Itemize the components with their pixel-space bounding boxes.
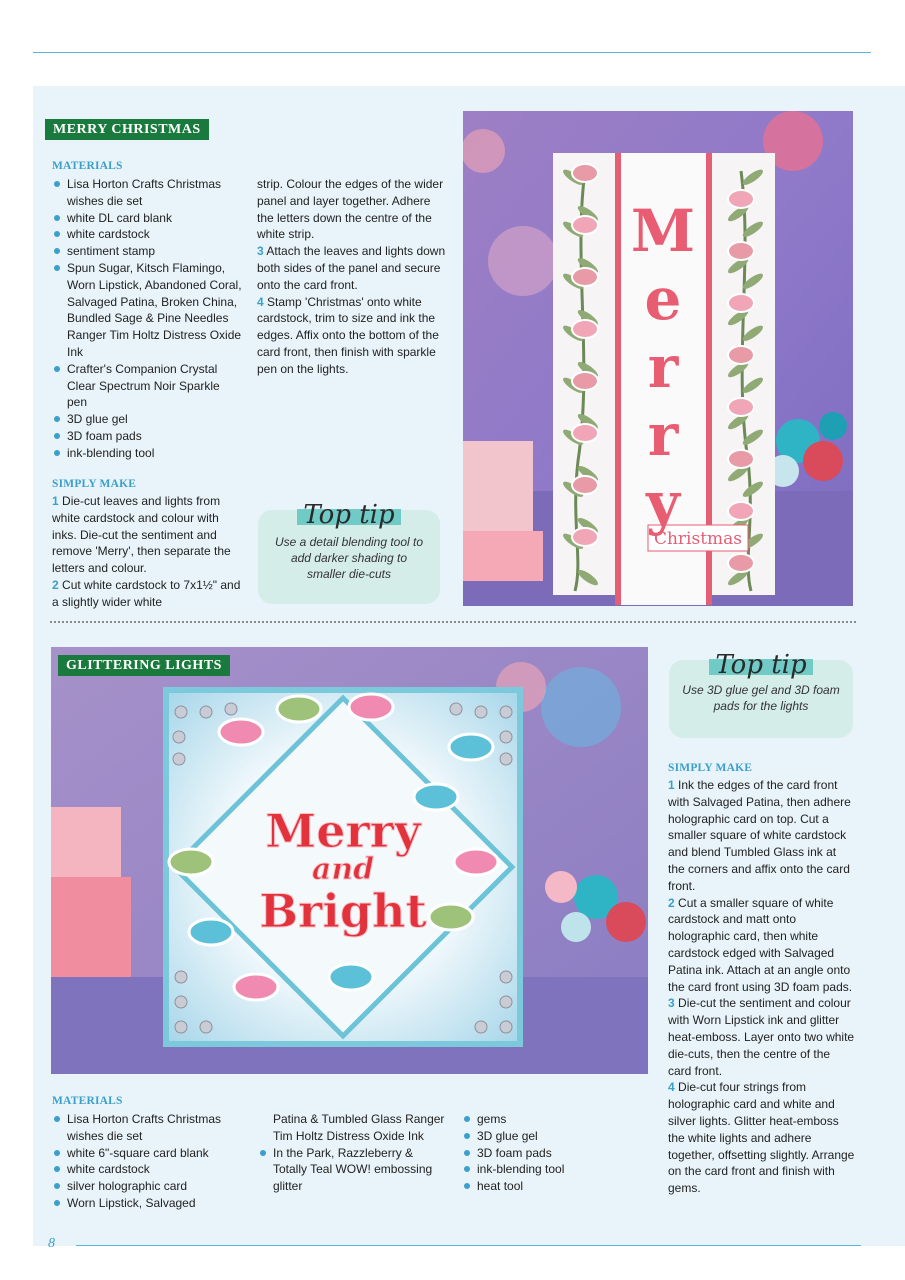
merry-christmas-card-photo bbox=[463, 111, 853, 606]
light-bulb-decoration bbox=[728, 450, 754, 468]
step-paragraph bbox=[257, 294, 447, 378]
glitter-light-decoration bbox=[277, 696, 321, 722]
material-item: white DL card blank bbox=[52, 210, 242, 227]
step-number: 4 bbox=[668, 1080, 675, 1095]
material-item: Lisa Horton Crafts Christmas wishes die set bbox=[52, 1111, 242, 1145]
gem-decoration bbox=[175, 996, 187, 1008]
glitter-light-decoration bbox=[234, 974, 278, 1000]
gem-decoration bbox=[450, 703, 462, 715]
materials-list-col2 bbox=[258, 1111, 448, 1195]
step-paragraph bbox=[668, 995, 856, 1079]
gem-decoration bbox=[173, 753, 185, 765]
and-sentiment: and bbox=[311, 852, 375, 887]
glitter-light-decoration bbox=[449, 734, 493, 760]
merry-sentiment: Merry bbox=[265, 804, 421, 858]
material-item: heat tool bbox=[462, 1178, 652, 1195]
step-number: 1 bbox=[52, 494, 59, 508]
glitter-light-decoration bbox=[189, 919, 233, 945]
material-item: Worn Lipstick, Salvaged bbox=[52, 1195, 242, 1212]
materials-list-col3 bbox=[462, 1111, 652, 1195]
material-item: Lisa Horton Crafts Christmas wishes die set bbox=[52, 176, 242, 210]
light-bulb-decoration bbox=[728, 190, 754, 208]
gem-decoration bbox=[200, 1021, 212, 1033]
step-paragraph bbox=[668, 895, 856, 996]
simply-make-heading: SIMPLY MAKE bbox=[52, 478, 137, 490]
steps-right-column bbox=[257, 176, 447, 378]
gem-decoration bbox=[500, 731, 512, 743]
light-bulb-decoration bbox=[728, 294, 754, 312]
merry-letter: e bbox=[644, 265, 682, 333]
top-tip-text-2: Use 3D glue gel and 3D foam pads for the lights bbox=[682, 683, 840, 713]
top-tip-box bbox=[258, 500, 440, 604]
step-number: 4 bbox=[257, 294, 264, 309]
glitter-light-decoration bbox=[349, 694, 393, 720]
material-item: 3D glue gel bbox=[52, 411, 242, 428]
step-text: Die-cut the sentiment and colour with Worn Lipstick ink and glitter heat-emboss. Layer onto two white die-cuts, then the centre of the card front. bbox=[668, 996, 855, 1078]
gem-decoration bbox=[175, 1021, 187, 1033]
light-bulb-decoration bbox=[572, 528, 598, 546]
materials-list-col1 bbox=[52, 1111, 242, 1212]
step-paragraph bbox=[257, 176, 447, 243]
step-number: 3 bbox=[668, 996, 675, 1011]
materials-heading-2: MATERIALS bbox=[52, 1095, 123, 1107]
card-photo-illustration bbox=[463, 111, 853, 606]
gem-decoration bbox=[175, 706, 187, 718]
bottom-rule bbox=[76, 1245, 861, 1246]
material-item: Patina & Tumbled Glass Ranger Tim Holtz Distress Oxide Ink bbox=[273, 1112, 445, 1143]
glittering-lights-card-photo bbox=[51, 647, 648, 1074]
glitter-light-decoration bbox=[169, 849, 213, 875]
step-text: Die-cut leaves and lights from white cardstock and colour with inks. Die-cut the sentiment and remove 'Merry', then separate the letters and colour. bbox=[52, 494, 231, 576]
merry-letter: r bbox=[647, 333, 679, 401]
gem-decoration bbox=[475, 706, 487, 718]
material-item: In the Park, Razzleberry & Totally Teal WOW! embossing glitter bbox=[258, 1145, 448, 1195]
section-title-glittering-lights: GLITTERING LIGHTS bbox=[58, 655, 230, 676]
light-bulb-decoration bbox=[572, 476, 598, 494]
material-item: white cardstock bbox=[52, 1161, 242, 1178]
glitter-light-decoration bbox=[429, 904, 473, 930]
gem-decoration bbox=[500, 971, 512, 983]
step-paragraph bbox=[668, 777, 856, 895]
section-divider bbox=[50, 621, 856, 623]
gem-decoration bbox=[500, 1021, 512, 1033]
material-item: silver holographic card bbox=[52, 1178, 242, 1195]
step-text: Cut white cardstock to 7x1½" and a slightly wider white bbox=[52, 577, 241, 609]
gem-decoration bbox=[175, 971, 187, 983]
steps-left-column bbox=[52, 493, 242, 611]
step-number: 3 bbox=[257, 244, 264, 259]
light-bulb-decoration bbox=[572, 320, 598, 338]
bright-sentiment: Bright bbox=[259, 884, 427, 938]
light-bulb-decoration bbox=[728, 554, 754, 572]
light-bulb-decoration bbox=[572, 164, 598, 182]
light-bulb-decoration bbox=[728, 242, 754, 260]
material-item: 3D foam pads bbox=[462, 1145, 652, 1162]
material-item: ink-blending tool bbox=[462, 1161, 652, 1178]
glitter-light-decoration bbox=[454, 849, 498, 875]
step-paragraph bbox=[257, 243, 447, 293]
step-text: Stamp 'Christmas' onto white cardstock, trim to size and ink the edges. Affix onto the bottom of the card front, then finish with sparkle pen on the lights. bbox=[257, 294, 439, 376]
step-number: 2 bbox=[668, 895, 675, 910]
materials-list bbox=[52, 176, 242, 462]
gem-decoration bbox=[173, 731, 185, 743]
light-bulb-decoration bbox=[728, 346, 754, 364]
gem-decoration bbox=[500, 753, 512, 765]
step-text: Cut a smaller square of white cardstock and matt onto holographic card, then white cardstock edged with Salvaged Patina ink. Attach at an angle onto the card front using 3D foam pads. bbox=[668, 895, 853, 994]
step-text: Attach the leaves and lights down both sides of the panel and secure onto the card front. bbox=[257, 244, 446, 292]
merry-letter: y bbox=[646, 469, 680, 537]
materials-heading: MATERIALS bbox=[52, 160, 123, 172]
steps-column-2 bbox=[668, 777, 856, 1197]
merry-letter: r bbox=[647, 401, 679, 469]
light-bulb-decoration bbox=[572, 424, 598, 442]
step-text: Ink the edges of the card front with Salvaged Patina, then adhere holographic card on top. Cut a smaller square of white cardstock and blend Tumbled Glass ink at the corners and affix onto the card front. bbox=[668, 778, 851, 893]
top-rule bbox=[33, 52, 871, 53]
light-bulb-decoration bbox=[572, 216, 598, 234]
light-bulb-decoration bbox=[572, 372, 598, 390]
gem-decoration bbox=[475, 1021, 487, 1033]
material-item: white cardstock bbox=[52, 226, 242, 243]
gem-decoration bbox=[225, 703, 237, 715]
step-paragraph bbox=[52, 493, 242, 577]
top-tip-text: Use a detail blending tool to add darker shading to smaller die-cuts bbox=[274, 535, 424, 581]
top-tip-box-2 bbox=[669, 650, 853, 738]
christmas-sentiment-label: Christmas bbox=[653, 529, 743, 549]
glitter-light-decoration bbox=[219, 719, 263, 745]
page-number: 8 bbox=[48, 1236, 55, 1251]
simply-make-heading-2: SIMPLY MAKE bbox=[668, 762, 753, 774]
material-item: ink-blending tool bbox=[52, 445, 242, 462]
section-title-merry-christmas: MERRY CHRISTMAS bbox=[45, 119, 209, 140]
step-text: Die-cut four strings from holographic card and white and silver lights. Glitter heat-emboss the white lights and adhere together, offsetting slightly. Arrange on the card front and finish with gems. bbox=[668, 1080, 855, 1196]
step-number: 1 bbox=[668, 778, 675, 792]
gem-decoration bbox=[500, 706, 512, 718]
light-bulb-decoration bbox=[728, 398, 754, 416]
light-bulb-decoration bbox=[572, 268, 598, 286]
material-item: white 6"-square card blank bbox=[52, 1145, 242, 1162]
glitter-light-decoration bbox=[329, 964, 373, 990]
gem-decoration bbox=[200, 706, 212, 718]
gem-decoration bbox=[500, 996, 512, 1008]
top-tip-title-2: Top tip bbox=[715, 650, 806, 680]
material-item: Spun Sugar, Kitsch Flamingo, Worn Lipstick, Abandoned Coral, Salvaged Patina, Broken China, Bundled Sage & Pine Needles Ranger Tim Holtz Distress Oxide Ink bbox=[52, 260, 242, 361]
material-item: 3D foam pads bbox=[52, 428, 242, 445]
step-number: 2 bbox=[52, 577, 59, 592]
step-paragraph bbox=[52, 577, 242, 611]
step-text: strip. Colour the edges of the wider panel and layer together. Adhere the letters down the centre of the white strip. bbox=[257, 177, 444, 242]
step-paragraph bbox=[668, 1079, 856, 1197]
card-photo-illustration-2 bbox=[51, 647, 648, 1074]
top-tip-title: Top tip bbox=[303, 500, 394, 530]
material-item: 3D glue gel bbox=[462, 1128, 652, 1145]
light-bulb-decoration bbox=[728, 502, 754, 520]
material-item: gems bbox=[462, 1111, 652, 1128]
material-item: sentiment stamp bbox=[52, 243, 242, 260]
merry-letter: M bbox=[630, 197, 696, 265]
material-item: Crafter's Companion Crystal Clear Spectrum Noir Sparkle pen bbox=[52, 361, 242, 411]
